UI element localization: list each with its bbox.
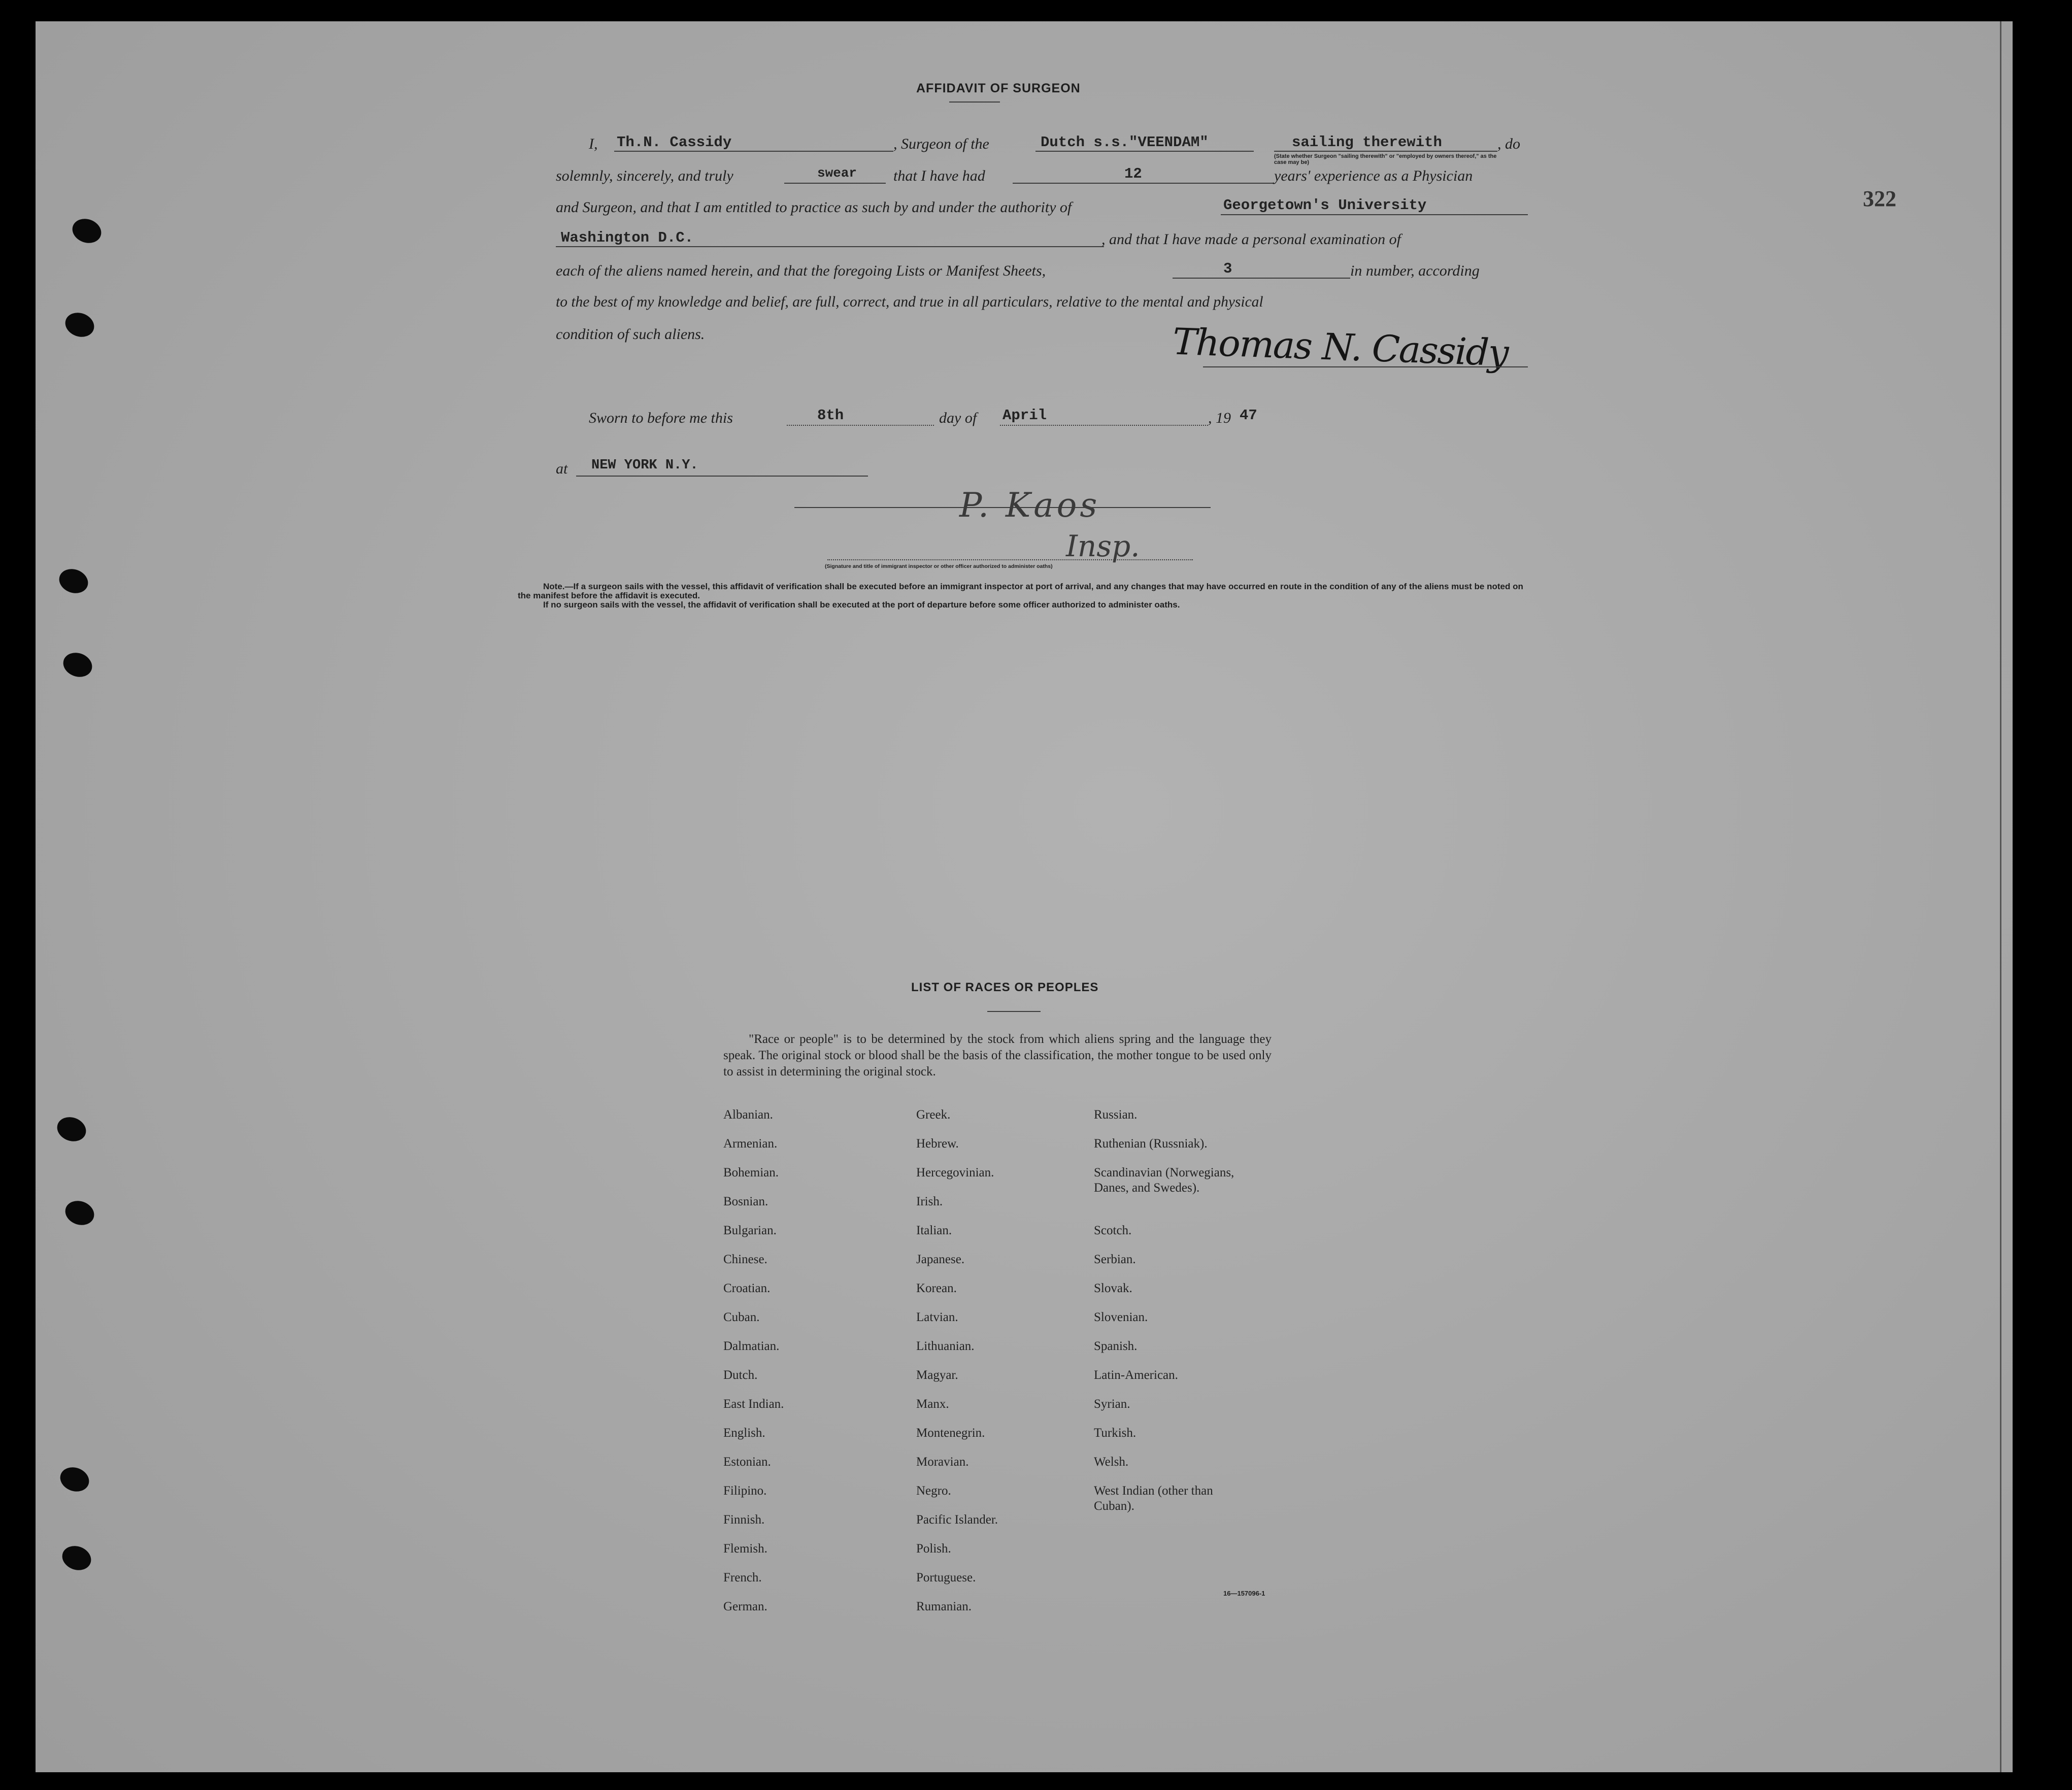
authority-place: Washington D.C. — [561, 229, 694, 246]
race-item: Japanese. — [916, 1253, 965, 1266]
vessel-line — [1035, 151, 1254, 152]
punch-hole — [56, 565, 91, 597]
text-i: I, — [589, 136, 598, 152]
oath-word: swear — [817, 165, 857, 181]
punch-hole — [54, 1113, 89, 1145]
race-item: Cuban. — [723, 1310, 760, 1324]
race-item: Croatian. — [723, 1281, 771, 1295]
inspector-title-signature: Insp. — [1066, 529, 1140, 563]
text-surgeon-of: , Surgeon of the — [893, 136, 989, 152]
title-rule — [949, 102, 1000, 103]
sailing-note: (State whether Surgeon "sailing therewith" or "employed by owners thereof," as the case may be) — [1274, 153, 1497, 165]
punch-hole — [59, 1542, 94, 1574]
note-text-2: If no surgeon sails with the vessel, the affidavit of verification shall be executed at the port of departure before some officer authorized to administer oaths. — [543, 600, 1180, 610]
race-item: Korean. — [916, 1281, 957, 1295]
punch-hole — [60, 649, 95, 681]
race-item: Dutch. — [723, 1368, 758, 1382]
race-item: Portuguese. — [916, 1571, 976, 1584]
inspector-caption: (Signature and title of immigrant inspector or other officer authorized to administer oaths) — [825, 563, 1053, 569]
document-page — [36, 21, 2013, 1772]
race-item: Slovenian. — [1094, 1310, 1148, 1324]
sheet-count: 3 — [1223, 260, 1232, 277]
race-item: Estonian. — [723, 1455, 771, 1469]
race-item: Hebrew. — [916, 1137, 959, 1151]
race-item: Latin-American. — [1094, 1368, 1178, 1382]
race-item: Latvian. — [916, 1310, 958, 1324]
races-column-3 — [1094, 1107, 1266, 1512]
surgeon-name: Th.N. Cassidy — [617, 134, 732, 151]
race-item: Filipino. — [723, 1484, 767, 1498]
race-item: Turkish. — [1094, 1426, 1137, 1440]
race-item — [1094, 1208, 1266, 1223]
text-and-that-i-have-made: , and that I have made a personal examination of — [1101, 231, 1401, 248]
text-do: , do — [1497, 136, 1520, 152]
place-sworn-line — [576, 476, 868, 477]
sworn-place: NEW YORK N.Y. — [591, 458, 698, 473]
race-item: Scandinavian (Norwegians, Danes, and Swedes). — [1094, 1166, 1234, 1195]
race-item: Polish. — [916, 1542, 951, 1556]
inspector-signature: P. Kaos — [959, 486, 1100, 525]
race-item: Spanish. — [1094, 1339, 1138, 1353]
race-item: Pacific Islander. — [916, 1513, 998, 1527]
race-item: Scotch. — [1094, 1224, 1132, 1237]
race-item: French. — [723, 1571, 762, 1584]
race-item: Armenian. — [723, 1137, 778, 1151]
note-label: Note. — [543, 582, 565, 591]
race-item: Rumanian. — [916, 1600, 972, 1613]
month-line — [1000, 425, 1208, 426]
text-each-of-the-aliens: each of the aliens named herein, and that the foregoing Lists or Manifest Sheets, — [556, 262, 1046, 279]
affidavit-title: AFFIDAVIT OF SURGEON — [916, 81, 1081, 95]
text-years-experience: years' experience as a Physician — [1274, 167, 1473, 184]
race-item: Chinese. — [723, 1253, 767, 1266]
inspector-title-line — [827, 559, 1193, 560]
race-item: Welsh. — [1094, 1455, 1129, 1469]
surgeon-signature: Thomas N. Cassidy — [1172, 320, 1509, 375]
race-item: Negro. — [916, 1484, 951, 1498]
form-code: 16—157096-1 — [1223, 1590, 1265, 1597]
sailing-status: sailing therewith — [1292, 134, 1442, 151]
race-item: Finnish. — [723, 1513, 765, 1527]
text-and-surgeon: and Surgeon, and that I am entitled to practice as such by and under the authority of — [556, 199, 1072, 216]
text-sworn: Sworn to before me this — [589, 410, 733, 426]
race-item: Bosnian. — [723, 1195, 768, 1208]
race-item: Bulgarian. — [723, 1224, 777, 1237]
race-item: Flemish. — [723, 1542, 767, 1556]
race-item: Italian. — [916, 1224, 952, 1237]
race-item: Russian. — [1094, 1108, 1138, 1122]
sailing-line — [1274, 151, 1497, 152]
punch-hole — [69, 215, 105, 247]
day-line — [787, 425, 934, 426]
vessel-name: Dutch s.s."VEENDAM" — [1041, 134, 1209, 151]
race-item: Irish. — [916, 1195, 943, 1208]
text-condition: condition of such aliens. — [556, 326, 705, 343]
race-item: Montenegrin. — [916, 1426, 985, 1440]
race-item: Dalmatian. — [723, 1339, 780, 1353]
race-item: Bohemian. — [723, 1166, 779, 1179]
races-title: LIST OF RACES OR PEOPLES — [911, 981, 1099, 994]
sworn-day: 8th — [817, 407, 844, 424]
text-in-number: in number, according — [1350, 262, 1480, 279]
inspector-line — [794, 507, 1211, 508]
race-item: Moravian. — [916, 1455, 969, 1469]
place-line — [556, 246, 1104, 247]
race-item: Albanian. — [723, 1108, 773, 1122]
race-item: Hercegovinian. — [916, 1166, 994, 1179]
years-line — [1013, 183, 1274, 184]
sheets-line — [1173, 278, 1350, 279]
sworn-month: April — [1002, 407, 1047, 424]
text-at: at — [556, 460, 568, 477]
text-that-i-have-had: that I have had — [893, 167, 985, 184]
race-item: Serbian. — [1094, 1253, 1136, 1266]
text-to-the-best: to the best of my knowledge and belief, are full, correct, and true in all particulars, relative to the mental and physical — [556, 294, 1263, 310]
race-item: Manx. — [916, 1397, 949, 1411]
race-item: Syrian. — [1094, 1397, 1130, 1411]
race-item: East Indian. — [723, 1397, 784, 1411]
edge-line — [2000, 21, 2001, 1772]
text-day-of: day of — [939, 410, 977, 426]
note-text-1: —If a surgeon sails with the vessel, this affidavit of verification shall be executed before an immigrant inspector at port of arrival, and any changes that may have occurred en route in the condition of any of the aliens must be noted on the manifest before the affidavit is executed. — [518, 582, 1523, 600]
races-column-2 — [916, 1107, 1084, 1628]
signature-line — [1203, 366, 1528, 367]
races-intro: "Race or people" is to be determined by the stock from which aliens spring and the language they speak. The original stock or blood shall be the basis of the classification, the mother tongue to be used only to assist in determining the original stock. — [723, 1032, 1272, 1078]
text-19: , 19 — [1208, 410, 1231, 426]
race-item: Greek. — [916, 1108, 951, 1122]
note — [518, 582, 1528, 610]
punch-hole — [62, 309, 97, 341]
oath-line — [784, 183, 886, 184]
race-item: West Indian (other than Cuban). — [1094, 1484, 1213, 1513]
years-experience: 12 — [1124, 165, 1142, 182]
punch-hole — [57, 1463, 92, 1495]
race-item: English. — [723, 1426, 765, 1440]
race-item: Lithuanian. — [916, 1339, 975, 1353]
race-item: Slovak. — [1094, 1281, 1132, 1295]
race-item: Ruthenian (Russniak). — [1094, 1137, 1208, 1151]
punch-hole — [62, 1197, 97, 1229]
sworn-year: 47 — [1240, 407, 1257, 424]
authority-institution: Georgetown's University — [1223, 197, 1427, 214]
authority-line — [1221, 214, 1528, 215]
text-solemnly: solemnly, sincerely, and truly — [556, 167, 733, 184]
race-item: German. — [723, 1600, 767, 1613]
races-title-rule — [987, 1011, 1041, 1012]
name-line — [614, 151, 893, 152]
races-column-1 — [723, 1107, 906, 1628]
page-number: 322 — [1863, 186, 1896, 211]
race-item: Magyar. — [916, 1368, 958, 1382]
